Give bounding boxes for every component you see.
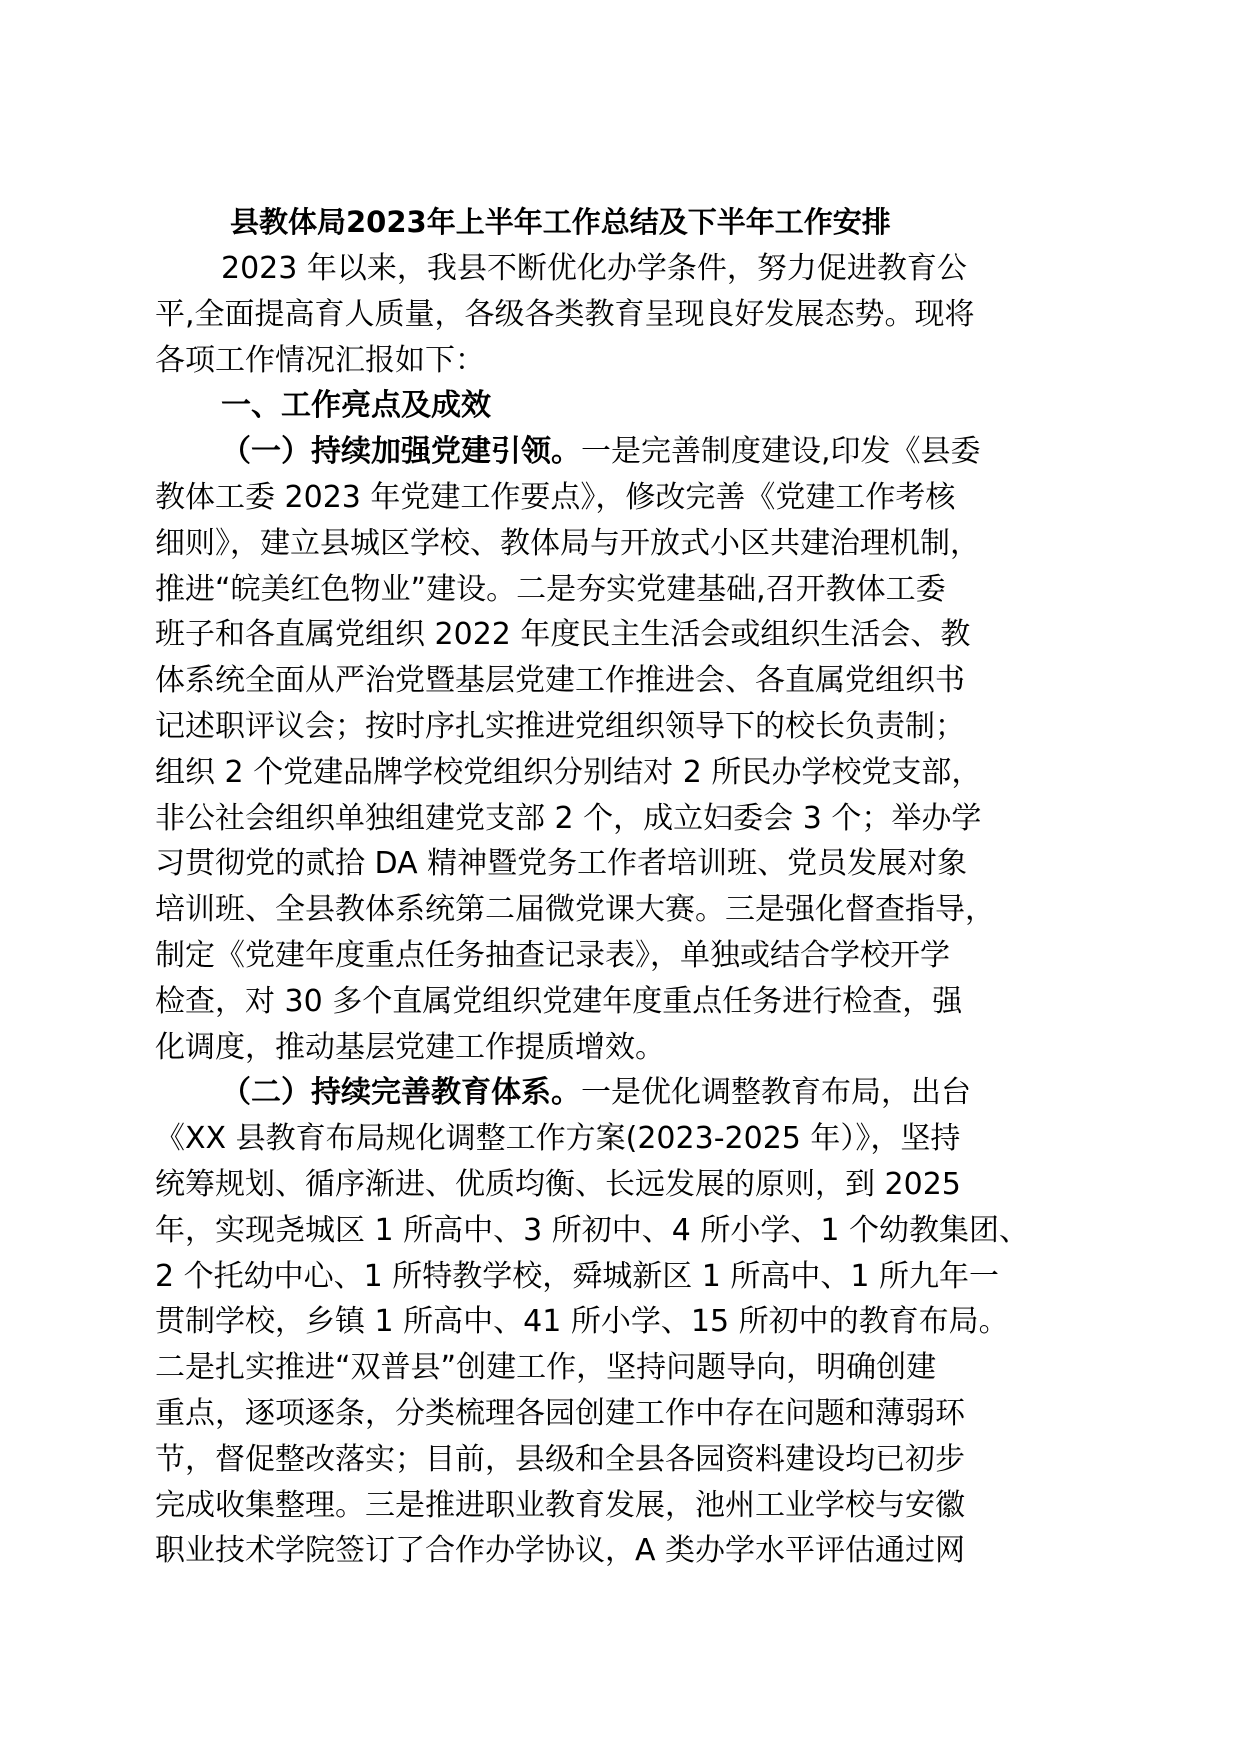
- paragraph-line: 非公社会组织单独组建党支部 2 个，成立妇委会 3 个；举办学: [155, 800, 982, 836]
- section-heading: 一、工作亮点及成效: [221, 388, 491, 424]
- intro-line: 各项工作情况汇报如下：: [155, 342, 485, 378]
- paragraph-line: 制定《党建年度重点任务抽查记录表》，单独或结合学校开学: [155, 937, 950, 973]
- paragraph-line: 组织 2 个党建品牌学校党组织分别结对 2 所民办学校党支部，: [155, 754, 982, 790]
- paragraph-line: 贯制学校，乡镇 1 所高中、41 所小学、15 所初中的教育布局。: [155, 1304, 1009, 1340]
- paragraph-line: 完成收集整理。三是推进职业教育发展，池州工业学校与安徽: [155, 1487, 965, 1523]
- paragraph-line: 班子和各直属党组织 2022 年度民主生活会或组织生活会、教: [155, 617, 971, 653]
- document-title: 县教体局2023年上半年工作总结及下半年工作安排: [230, 205, 891, 239]
- subsection-first-line: [155, 1070, 1085, 1116]
- paragraph-line: 检查，对 30 多个直属党组织党建年度重点任务进行检查，强: [155, 983, 963, 1019]
- subsection-heading: （二）持续完善教育体系。: [221, 1075, 581, 1111]
- paragraph-line: 化调度，推动基层党建工作提质增效。: [155, 1029, 665, 1065]
- paragraph-line: 年，实现尧城区 1 所高中、3 所初中、4 所小学、1 个幼教集团、: [155, 1212, 1030, 1248]
- paragraph-text: 一是优化调整教育布局，出台: [581, 1075, 971, 1111]
- paragraph-line: 《XX 县教育布局规化调整工作方案(2023-2025 年）》，坚持: [155, 1121, 961, 1157]
- paragraph-line: 细则》，建立县城区学校、教体局与开放式小区共建治理机制，: [155, 525, 980, 561]
- subsection-heading: （一）持续加强党建引领。: [221, 434, 581, 470]
- paragraph-line: 推进“皖美红色物业”建设。二是夯实党建基础,召开教体工委: [155, 571, 946, 607]
- paragraph-line: 统筹规划、循序渐进、优质均衡、长远发展的原则，到 2025: [155, 1166, 961, 1202]
- paragraph-line: 教体工委 2023 年党建工作要点》，修改完善《党建工作考核: [155, 479, 956, 515]
- subsection-first-line: [155, 429, 1085, 475]
- paragraph-text: 一是完善制度建设,印发《县委: [581, 434, 981, 470]
- paragraph-line: 二是扎实推进“双普县”创建工作，坚持问题导向，明确创建: [155, 1350, 937, 1386]
- paragraph-line: 职业技术学院签订了合作办学协议，A 类办学水平评估通过网: [155, 1533, 966, 1569]
- paragraph-line: 培训班、全县教体系统第二届微党课大赛。三是强化督查指导，: [155, 892, 995, 928]
- paragraph-line: 2 个托幼中心、1 所特教学校，舜城新区 1 所高中、1 所九年一: [155, 1258, 1000, 1294]
- document-body: [155, 246, 1085, 1574]
- paragraph-line: 重点，逐项逐条，分类梳理各园创建工作中存在问题和薄弱环: [155, 1395, 965, 1431]
- paragraph-line: 记述职评议会；按时序扎实推进党组织领导下的校长负责制；: [155, 708, 965, 744]
- paragraph-line: 体系统全面从严治党暨基层党建工作推进会、各直属党组织书: [155, 663, 965, 699]
- paragraph-line: 习贯彻党的贰拾 DA 精神暨党务工作者培训班、党员发展对象: [155, 846, 968, 882]
- paragraph-line: 节，督促整改落实；目前，县级和全县各园资料建设均已初步: [155, 1441, 965, 1477]
- intro-line: 2023 年以来，我县不断优化办学条件，努力促进教育公: [221, 251, 967, 286]
- intro-line: 平,全面提高育人质量，各级各类教育呈现良好发展态势。现将: [155, 296, 975, 332]
